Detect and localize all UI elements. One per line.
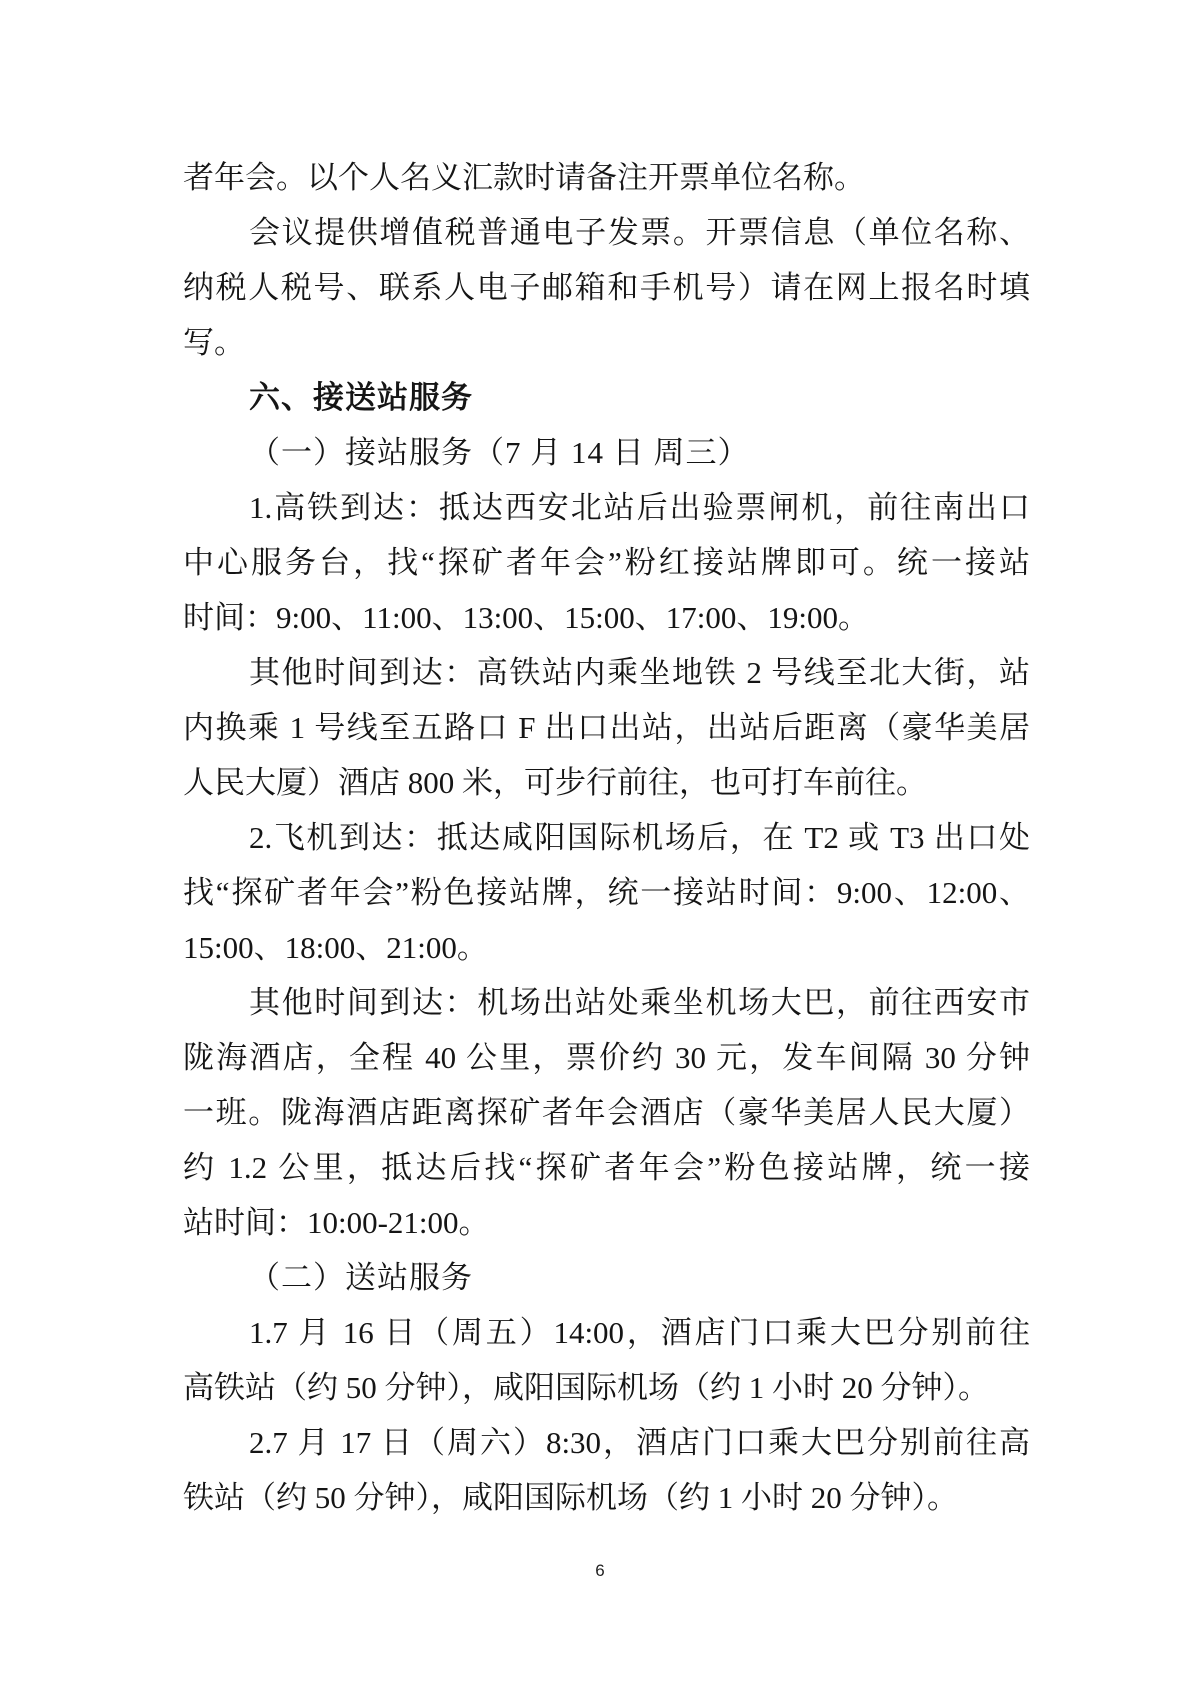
paragraph-line: 2.7 月 17 日（周六）8:30，酒店门口乘大巴分别前往高 bbox=[249, 1425, 1030, 1460]
paragraph-line: 会议提供增值税普通电子发票。开票信息（单位名称、 bbox=[249, 215, 1030, 250]
paragraph-line: 1.7 月 16 日（周五）14:00，酒店门口乘大巴分别前往 bbox=[249, 1315, 1030, 1350]
paragraph-line: 者年会。以个人名义汇款时请备注开票单位名称。 bbox=[183, 160, 865, 195]
page-body bbox=[183, 150, 1030, 1525]
paragraph-line: 高铁站（约 50 分钟），咸阳国际机场（约 1 小时 20 分钟）。 bbox=[183, 1370, 989, 1405]
airplane-paragraph bbox=[183, 810, 1030, 975]
dropoff-service bbox=[183, 1250, 1030, 1525]
paragraph-line: 人民大厦）酒店 800 米，可步行前往，也可打车前往。 bbox=[183, 765, 927, 800]
paragraph-line: 时间：9:00、11:00、13:00、15:00、17:00、19:00。 bbox=[183, 600, 870, 635]
paragraph-line: 找“探矿者年会”粉色接站牌，统一接站时间：9:00、12:00、 bbox=[183, 875, 1030, 910]
page-number: 6 bbox=[595, 1561, 605, 1580]
section-transfer-service bbox=[183, 370, 1030, 1525]
invoice-paragraph bbox=[183, 205, 1030, 370]
high-speed-rail-paragraph bbox=[183, 480, 1030, 645]
subsection-heading: （二）送站服务 bbox=[249, 1260, 473, 1295]
continued-paragraph bbox=[183, 150, 1030, 205]
paragraph-line: 15:00、18:00、21:00。 bbox=[183, 930, 488, 965]
paragraph-line: 站时间：10:00-21:00。 bbox=[183, 1205, 490, 1240]
dropoff-item-2 bbox=[183, 1415, 1030, 1525]
dropoff-item-1 bbox=[183, 1305, 1030, 1415]
paragraph-line: 内换乘 1 号线至五路口 F 出口出站，出站后距离（豪华美居 bbox=[183, 710, 1030, 745]
paragraph-line: 中心服务台，找“探矿者年会”粉红接站牌即可。统一接站 bbox=[183, 545, 1030, 580]
paragraph-line: 一班。陇海酒店距离探矿者年会酒店（豪华美居人民大厦） bbox=[183, 1095, 1030, 1130]
paragraph-line: 2.飞机到达：抵达咸阳国际机场后，在 T2 或 T3 出口处 bbox=[249, 820, 1030, 855]
rail-other-time-paragraph bbox=[183, 645, 1030, 810]
paragraph-line: 其他时间到达：高铁站内乘坐地铁 2 号线至北大街，站 bbox=[249, 655, 1030, 690]
airplane-other-time-paragraph bbox=[183, 975, 1030, 1250]
section-heading: 六、接送站服务 bbox=[249, 380, 473, 415]
paragraph-line: 陇海酒店，全程 40 公里，票价约 30 元，发车间隔 30 分钟 bbox=[183, 1040, 1030, 1075]
paragraph-line: 约 1.2 公里，抵达后找“探矿者年会”粉色接站牌，统一接 bbox=[183, 1150, 1030, 1185]
paragraph-line: 1.高铁到达：抵达西安北站后出验票闸机，前往南出口 bbox=[249, 490, 1030, 525]
paragraph-line: 写。 bbox=[183, 325, 245, 360]
paragraph-line: 其他时间到达：机场出站处乘坐机场大巴，前往西安市 bbox=[249, 985, 1030, 1020]
pickup-service bbox=[183, 425, 1030, 1250]
subsection-heading: （一）接站服务（7 月 14 日 周三） bbox=[249, 435, 750, 470]
paragraph-line: 纳税人税号、联系人电子邮箱和手机号）请在网上报名时填 bbox=[183, 270, 1030, 305]
paragraph-line: 铁站（约 50 分钟），咸阳国际机场（约 1 小时 20 分钟）。 bbox=[183, 1480, 958, 1515]
